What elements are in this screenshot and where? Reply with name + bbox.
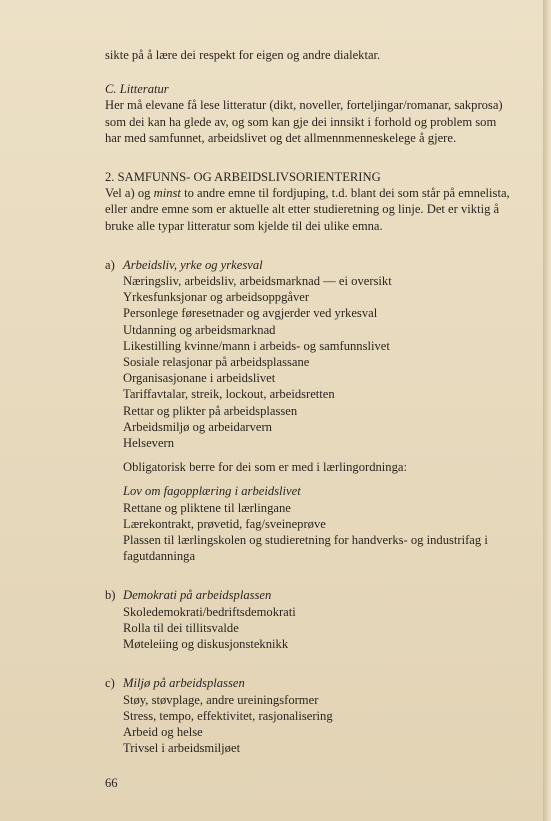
section-b-label: b) <box>105 588 116 603</box>
list-item: Likestilling kvinne/mann i arbeids- og samfunnslivet <box>123 338 390 353</box>
section-a-label: a) <box>105 257 115 272</box>
list-item: Møteleiing og diskusjonsteknikk <box>123 637 289 652</box>
list-item: Utdanning og arbeidsmarknad <box>123 322 276 337</box>
page-content <box>105 47 510 756</box>
litteratur-body: Her må elevane få lese litteratur (dikt, noveller, forteljingar/romanar, sakprosa) som dei kan ha glede av, og som kan gje dei innsikt i forhold og problem som har med samfunnet, arbeidslivet og det allmennmenneskelege å gjere. <box>105 98 503 145</box>
list-item: Skoledemokrati/bedriftsdemokrati <box>123 604 296 619</box>
list-item: Rolla til dei tillitsvalde <box>123 620 239 635</box>
list-item: Rettar og plikter på arbeidsplassen <box>123 403 298 418</box>
list-item: Tariffavtalar, streik, lockout, arbeidsretten <box>123 387 335 402</box>
list-item: Lærekontrakt, prøvetid, fag/sveineprøve <box>123 516 326 531</box>
obligatory-note: Obligatorisk berre for dei som er med i lærlingordninga: <box>123 460 407 475</box>
intro-line: sikte på å lære dei respekt for eigen og andre dialektar. <box>105 48 381 62</box>
emphasis-minst: minst <box>153 186 181 201</box>
section-c-label: c) <box>105 676 115 691</box>
section-c <box>105 675 510 756</box>
page-edge <box>543 0 551 821</box>
section-a-list <box>123 273 392 451</box>
list-item: Trivsel i arbeidsmiljøet <box>123 741 241 756</box>
list-item: Sosiale relasjonar på arbeidsplassane <box>123 355 310 370</box>
list-item: Helsevern <box>123 436 175 451</box>
litteratur-heading: C. Litteratur <box>105 82 169 97</box>
section-b-list <box>123 604 296 653</box>
list-item: Plassen til lærlingskolen og studieretning for handverks- og industrifag i fagutdanninga <box>123 533 488 564</box>
list-item: Næringsliv, arbeidsliv, arbeidsmarknad — ei oversikt <box>123 274 392 289</box>
list-item: Arbeid og helse <box>123 724 203 739</box>
list-item: Yrkesfunksjonar og arbeidsoppgåver <box>123 290 310 305</box>
section-b <box>105 587 510 652</box>
page-number: 66 <box>105 776 118 790</box>
section-a <box>105 257 510 451</box>
list-item: Rettane og pliktene til lærlingane <box>123 500 291 515</box>
section-b-title: Demokrati på arbeidsplassen <box>123 588 272 603</box>
list-item: Organisasjonane i arbeidslivet <box>123 371 276 386</box>
list-item: Stress, tempo, effektivitet, rasjonalisering <box>123 708 333 723</box>
law-list <box>105 500 510 565</box>
section-2-heading: 2. SAMFUNNS- OG ARBEIDSLIVSORIENTERING <box>105 170 381 185</box>
law-title: Lov om fagopplæring i arbeidslivet <box>123 484 301 499</box>
section-c-title: Miljø på arbeidsplassen <box>123 676 245 691</box>
list-item: Støy, støvplage, andre ureiningsformer <box>123 692 319 707</box>
list-item: Arbeidsmiljø og arbeidarvern <box>123 419 272 434</box>
section-c-list <box>123 692 333 757</box>
list-item: Personlege føresetnader og avgjerder ved yrkesval <box>123 306 378 321</box>
section-a-title: Arbeidsliv, yrke og yrkesval <box>123 257 263 272</box>
section-2-body: Vel a) og minst to andre emne til fordjuping, t.d. blant dei som står på emnelista, eller andre emne som er aktuelle alt etter studieretning og linje. Det er viktig å bruke alle typar litteratur som kjelde til dei ulike emna. <box>105 186 510 233</box>
